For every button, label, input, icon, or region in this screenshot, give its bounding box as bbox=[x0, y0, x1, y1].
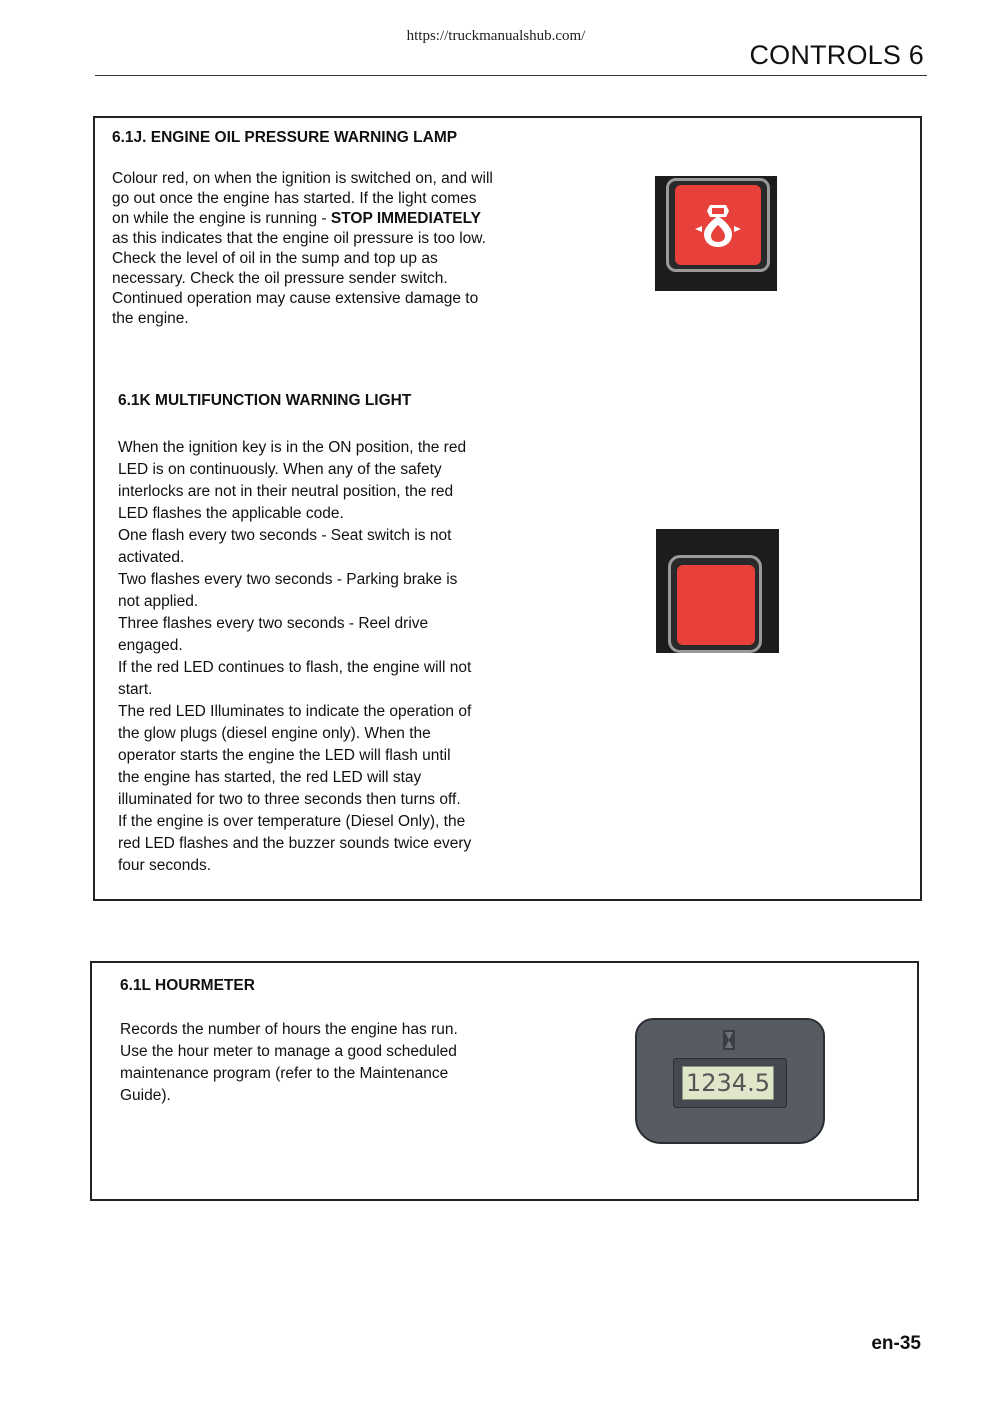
multifunction-line: not applied. bbox=[118, 593, 199, 610]
multifunction-led-image bbox=[656, 529, 779, 653]
multifunction-line: One flash every two seconds - Seat switch is not bbox=[118, 527, 452, 544]
multifunction-line: If the red LED continues to flash, the engine will not bbox=[118, 659, 472, 676]
heading-6-1j: 6.1J. ENGINE OIL PRESSURE WARNING LAMP bbox=[112, 129, 458, 146]
heading-6-1k: 6.1K MULTIFUNCTION WARNING LIGHT bbox=[118, 392, 412, 409]
oil-lamp-text-before: Colour red, on when the ignition is switched on, and will go out once the engine has started. If the light comes on while the engine is running - bbox=[112, 170, 493, 227]
multifunction-line: Three flashes every two seconds - Reel drive bbox=[118, 615, 429, 632]
hourmeter-line: Records the number of hours the engine has run. bbox=[120, 1021, 458, 1038]
source-url[interactable]: https://truckmanualshub.com/ bbox=[406, 28, 586, 44]
hourmeter-line: Guide). bbox=[120, 1087, 171, 1104]
multifunction-line: The red LED Illuminates to indicate the operation of bbox=[118, 703, 472, 720]
multifunction-line: the glow plugs (diesel engine only). When the bbox=[118, 725, 431, 742]
led-face bbox=[677, 565, 755, 645]
hourglass-icon bbox=[723, 1030, 735, 1050]
oil-lamp-description bbox=[112, 169, 497, 329]
header-divider bbox=[95, 75, 927, 76]
hourmeter-line: maintenance program (refer to the Maintenance bbox=[120, 1065, 449, 1082]
section-title: CONTROLS 6 bbox=[749, 40, 924, 70]
hourmeter-display: 1234.5 bbox=[682, 1066, 774, 1100]
hourmeter-image bbox=[635, 1018, 827, 1146]
multifunction-line: interlocks are not in their neutral position, the red bbox=[118, 483, 454, 500]
multifunction-line: engaged. bbox=[118, 637, 183, 654]
hourmeter-description bbox=[120, 1019, 520, 1107]
multifunction-line: Two flashes every two seconds - Parking brake is bbox=[118, 571, 458, 588]
multifunction-line: If the engine is over temperature (Diesel Only), the bbox=[118, 813, 466, 830]
page-number: en-35 bbox=[871, 1333, 921, 1354]
multifunction-line: the engine has started, the red LED will stay bbox=[118, 769, 422, 786]
multifunction-line: LED is on continuously. When any of the safety bbox=[118, 461, 442, 478]
multifunction-line: LED flashes the applicable code. bbox=[118, 505, 344, 522]
multifunction-line: When the ignition key is in the ON position, the red bbox=[118, 439, 467, 456]
oil-lamp-text-after: as this indicates that the engine oil pressure is too low. Check the level of oil in the sump and top up as necessary. Check the oil pressure sender switch. Continued operation may cause extensive damage to the engine. bbox=[112, 230, 486, 327]
heading-6-1l: 6.1L HOURMETER bbox=[120, 977, 255, 994]
hourmeter-line: Use the hour meter to manage a good scheduled bbox=[120, 1043, 457, 1060]
multifunction-description bbox=[118, 437, 513, 877]
oil-pressure-lamp-image bbox=[655, 176, 777, 291]
multifunction-line: operator starts the engine the LED will flash until bbox=[118, 747, 451, 764]
multifunction-line: activated. bbox=[118, 549, 185, 566]
stop-immediately-emphasis: STOP IMMEDIATELY bbox=[330, 210, 482, 227]
multifunction-line: red LED flashes and the buzzer sounds twice every bbox=[118, 835, 472, 852]
multifunction-line: illuminated for two to three seconds then turns off. bbox=[118, 791, 461, 808]
oil-pressure-icon bbox=[693, 198, 743, 250]
multifunction-line: four seconds. bbox=[118, 857, 212, 874]
multifunction-line: start. bbox=[118, 681, 153, 698]
